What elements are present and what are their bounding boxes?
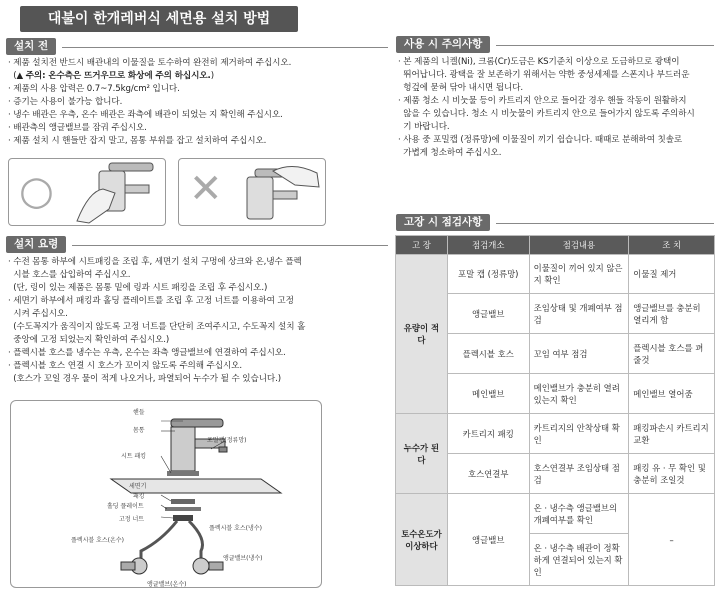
checkpoint-cell: 앵글밸브 [447, 494, 529, 586]
action-cell: 플렉시블 호스를 펴줄것 [629, 334, 715, 374]
content-cell: 이물질이 끼어 있지 않은지 확인 [529, 255, 629, 294]
action-cell: 메인밸브 열어줌 [629, 374, 715, 414]
col-header-action: 조 치 [629, 236, 715, 255]
text-line: 기 바랍니다. [398, 122, 450, 132]
content-cell: 조임상태 및 개폐여부 점검 [529, 294, 629, 334]
checkpoint-cell: 메인밸브 [447, 374, 529, 414]
faucet-body-grip-icon [69, 161, 165, 225]
text-line: 않을 수 있습니다. 청소 시 비눗물이 카트리지 안으로 들어가지 않도록 주의하시 [398, 109, 695, 119]
text-line: · 제품 설치전 반드시 배관내의 이물질을 토수하여 완전히 제거하여 주십시오. [8, 58, 292, 68]
symptom-cell: 누수가 된다 [396, 414, 448, 494]
installation-diagram [10, 400, 322, 588]
page-title: 대불이 한개레버식 세면용 설치 방법 [20, 6, 298, 32]
symptom-cell: 유량이 적다 [396, 255, 448, 414]
text-line: (단, 링이 있는 제품은 몸통 밑에 링과 시트 패킹을 조립 후 주십시오.) [8, 283, 268, 293]
label-packing: 패킹 [133, 493, 145, 500]
troubleshoot-table [395, 235, 715, 586]
text-line: · 제품 청소 시 비눗물 등이 카트리지 안으로 들어갈 경우 핸들 작동이 원활하지 [398, 96, 687, 106]
content-cell: 온 · 냉수측 앵글밸브의 개폐여부를 확인 [529, 494, 629, 534]
text-line: · 냉수 배관은 우측, 온수 배관은 좌측에 배관이 되었는 지 확인해 주십시오. [8, 110, 283, 120]
text-line: 가볍게 청소하여 주십시오. [398, 148, 502, 158]
text-line: · 플렉시블 호스 연결 시 호스가 꼬이지 않도록 주의해 주십시오. [8, 361, 242, 371]
label-fix-nut: 고정 너트 [119, 516, 145, 523]
col-header-content: 점검내용 [529, 236, 629, 255]
correct-install-illustration [8, 158, 166, 226]
usage-caution-text [398, 56, 695, 160]
text-line: · 본 제품의 니켈(Ni), 크롬(Cr)도금은 KS기준치 이상으로 도금하므로 광택이 [398, 57, 680, 67]
text-line: 중앙에 고정 되었는지 확인하여 주십시오.) [8, 335, 170, 345]
col-header-symptom: 고 장 [396, 236, 448, 255]
label-popup-cap: 포밀캡(정류망) [207, 437, 247, 444]
install-before-text [8, 57, 291, 148]
text-line: · 제품 설치 시 핸들만 잡지 말고, 몸통 부위를 잡고 설치하여 주십시오. [8, 136, 267, 146]
content-cell: 호스연결부 조임상태 점검 [529, 454, 629, 494]
table-row [396, 255, 715, 294]
text-line: (호스가 꼬일 경우 물이 적게 나오거나, 파열되어 누수가 될 수 있습니다.) [8, 374, 281, 384]
section-heading-install-guide: 설치 요령 [6, 236, 66, 253]
text-line: 시켜 주십시오. [8, 309, 68, 319]
incorrect-install-illustration [178, 158, 326, 226]
faucet-handle-grip-icon [233, 161, 325, 225]
checkpoint-cell: 카트리지 패킹 [447, 414, 529, 454]
text-line: · 수전 몸통 하부에 시트패킹을 조립 후, 세면기 설치 구멍에 상크와 온,냉수 플렉 [8, 257, 302, 267]
content-cell: 메인밸브가 충분히 열려 있는지 확인 [529, 374, 629, 414]
table-row [396, 494, 715, 534]
text-line: · 증기는 사용이 불가능 합니다. [8, 97, 123, 107]
label-holding-plate: 홀딩 플레이트 [107, 503, 144, 510]
divider [62, 47, 388, 48]
text-line: · 플렉시블 호스를 냉수는 우측, 온수는 좌측 앵글밸브에 연결하여 주십시오. [8, 348, 286, 358]
label-handle: 핸들 [133, 409, 145, 416]
text-line: 뛰어납니다. 광택을 잘 보존하기 위해서는 약한 중성세제를 스폰지나 부드러운 [398, 70, 690, 80]
label-hose-hot: 플렉시블 호스(온수) [71, 537, 124, 544]
content-cell: 꼬임 여부 점검 [529, 334, 629, 374]
section-heading-usage-caution: 사용 시 주의사항 [396, 36, 490, 53]
label-angle-hot: 앵글밸브(온수) [147, 581, 187, 588]
install-guide-text [8, 256, 305, 386]
divider [496, 223, 714, 224]
label-seat-packing: 시트 패킹 [121, 453, 147, 460]
action-cell: – [629, 494, 715, 586]
action-cell: 패킹파손시 카트리지 교환 [629, 414, 715, 454]
faucet-assembly-icon [11, 401, 323, 589]
section-heading-install-before: 설치 전 [6, 38, 56, 55]
divider [496, 45, 714, 46]
text-line: 시블 호스를 삽입하여 주십시오. [8, 270, 131, 280]
ok-circle-icon: ○ [19, 168, 54, 214]
text-line: · 세면기 하부에서 패킹과 홀딩 플레이트를 조립 후 고정 너트를 이용하여 고정 [8, 296, 294, 306]
action-cell: 앵글밸브를 충분히 열리게 함 [629, 294, 715, 334]
table-header-row [396, 236, 715, 255]
text-line: · 배관측의 앵글밸브를 잠궈 주십시오. [8, 123, 147, 133]
checkpoint-cell: 호스연결부 [447, 454, 529, 494]
checkpoint-cell: 플렉시블 호스 [447, 334, 529, 374]
label-body: 몸통 [133, 427, 145, 434]
ng-cross-icon: ✕ [189, 166, 223, 212]
content-cell: 온 · 냉수측 배관이 정확하게 연결되어 있는지 확인 [529, 534, 629, 586]
checkpoint-cell: 앵글밸브 [447, 294, 529, 334]
label-basin: 세면기 [129, 483, 147, 490]
checkpoint-cell: 포말 캡 (정류망) [447, 255, 529, 294]
content-cell: 카트리지의 안착상태 확인 [529, 414, 629, 454]
action-cell: 이물질 제거 [629, 255, 715, 294]
label-hose-cold: 플렉시블 호스(냉수) [209, 525, 262, 532]
col-header-checkpoint: 점검개소 [447, 236, 529, 255]
divider [72, 245, 388, 246]
text-line: · 사용 중 포밀캡 (정류망)에 이물질이 끼기 쉽습니다. 때때로 분해하여 칫솔로 [398, 135, 683, 145]
label-angle-cold: 앵글밸브(냉수) [223, 555, 263, 562]
text-line: · 제품의 사용 압력은 0.7~7.5kg/cm² 입니다. [8, 84, 180, 94]
section-heading-troubleshoot: 고장 시 점검사항 [396, 214, 490, 231]
warning-line: (▲ 주의: 온수측은 뜨거우므로 화상에 주의 하십시오.) [8, 71, 214, 81]
action-cell: 패킹 유 · 무 확인 및 충분히 조일것 [629, 454, 715, 494]
symptom-cell: 토수온도가 이상하다 [396, 494, 448, 586]
warning-icon: ▲ [16, 71, 24, 81]
text-line: 헝겊에 묻혀 닦아 내시면 됩니다. [398, 83, 524, 93]
table-row [396, 414, 715, 454]
text-line: (수도꼭지가 움직이지 않도록 고정 너트를 단단히 조여주시고, 수도꼭지 설치 홀 [8, 322, 306, 332]
